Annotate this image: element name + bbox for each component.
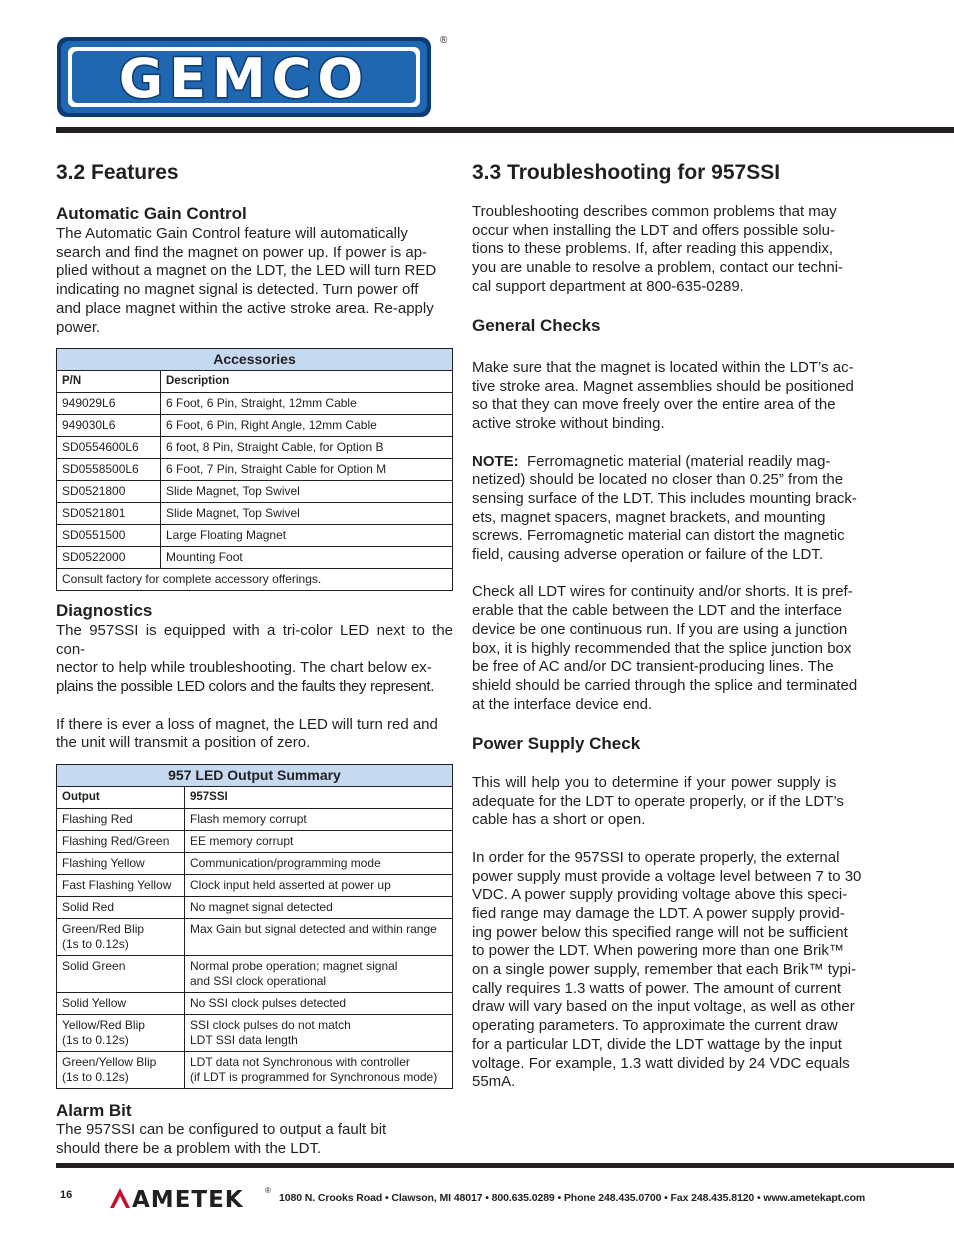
table-row (57, 853, 453, 875)
part-number-cell: SD0522000 (57, 547, 161, 569)
table-row (57, 393, 453, 415)
part-number-cell: SD0521800 (57, 481, 161, 503)
text-line: to power the LDT. When powering more than one Brik™ (472, 942, 844, 960)
cell-line: Green/Yellow Blip (62, 1055, 157, 1069)
cell-line: Solid Red (62, 900, 115, 914)
text-line: for a particular LDT, divide the LDT wattage by the input (472, 1035, 842, 1053)
cell-line: Communication/programming mode (190, 856, 381, 870)
accessories-table (56, 348, 453, 591)
text-line: occur when installing the LDT and offers possible solu- (472, 221, 835, 239)
cell-line: (if LDT is programmed for Synchronous mode) (190, 1070, 438, 1084)
text-line: The Automatic Gain Control feature will automatically (56, 225, 408, 242)
text-line: ets, magnet spacers, magnet brackets, and mounting (472, 508, 826, 526)
led-output-cell (57, 919, 185, 956)
text-line: plied without a magnet on the LDT, the LED will turn RED (56, 262, 437, 280)
text-line: you are unable to resolve a problem, contact our techni- (472, 259, 844, 277)
text-line: search and find the magnet on power up. If power is ap- (56, 243, 428, 261)
led-output-cell (57, 853, 185, 875)
features-title: 3.2 Features (56, 161, 179, 184)
column-header-pn: P/N (57, 371, 161, 393)
led-output-cell (57, 1052, 185, 1089)
led-description-cell (185, 853, 453, 875)
general-checks-paragraph (472, 359, 869, 714)
text-line: Troubleshooting describes common problems that may (472, 203, 837, 220)
cell-line: Flashing Red/Green (62, 834, 170, 848)
table-row (57, 459, 453, 481)
text-line: cable has a short or open. (472, 811, 646, 829)
text-line: The 957SSI is equipped with a tri-color LED next to the con- (56, 622, 453, 658)
column-header-model: 957SSI (185, 787, 453, 809)
accessories-footnote: Consult factory for complete accessory offerings. (57, 569, 453, 591)
text-line: erable that the cable between the LDT and the interface (472, 602, 842, 620)
led-description-cell (185, 956, 453, 993)
text-line: should there be a problem with the LDT. (56, 1139, 322, 1157)
text-line: The 957SSI can be configured to output a fault bit (56, 1121, 387, 1138)
text-line: box, it is highly recommended that the splice junction box (472, 639, 852, 657)
led-output-cell (57, 1015, 185, 1052)
cell-line: Solid Green (62, 959, 126, 973)
cell-line: Fast Flashing Yellow (62, 878, 172, 892)
text-line: ing power below this specified range will not be sufficient (472, 923, 848, 941)
troubleshooting-title: 3.3 Troubleshooting for 957SSI (472, 161, 781, 184)
text-line: screws. Ferromagnetic material can distort the magnetic (472, 527, 845, 545)
diagnostics-title: Diagnostics (56, 601, 153, 620)
cell-line: No SSI clock pulses detected (190, 996, 347, 1010)
alarm-title: Alarm Bit (56, 1101, 132, 1120)
led-output-cell (57, 897, 185, 919)
led-description-cell (185, 809, 453, 831)
text-line: voltage. For example, 1.3 watt divided by 24 VDC equals (472, 1054, 850, 1072)
text-line: and place magnet within the active stroke area. Re-apply (56, 299, 434, 317)
part-number-cell: SD0558500L6 (57, 459, 161, 481)
header-rule (56, 127, 954, 133)
text-line: at the interface device end. (472, 695, 653, 713)
table-row (57, 525, 453, 547)
text-span: Ferromagnetic material (material readily mag- (518, 452, 831, 470)
text-line: cal support department at 800-635-0289. (472, 277, 744, 295)
cell-line: No magnet signal detected (190, 900, 333, 914)
cell-line: (1s to 0.12s) (62, 1033, 129, 1047)
text-line: on a single power supply, remember that each Brik™ typi- (472, 961, 857, 979)
description-cell: Mounting Foot (161, 547, 453, 569)
table-row (57, 831, 453, 853)
description-cell: Slide Magnet, Top Swivel (161, 503, 453, 525)
description-cell: Large Floating Magnet (161, 525, 453, 547)
led-description-cell (185, 993, 453, 1015)
led-output-cell (57, 831, 185, 853)
page-number: 16 (60, 1189, 73, 1201)
text-line: the unit will transmit a position of zero. (56, 734, 311, 752)
text-line: cally requires 1.3 watts of power. The amount of current (472, 979, 842, 997)
general-checks-title: General Checks (472, 316, 601, 335)
logo-text: GEMCO (118, 47, 370, 110)
note-line (472, 453, 869, 472)
text-line: 55mA. (472, 1073, 516, 1091)
text-line: active stroke without binding. (472, 415, 665, 433)
part-number-cell: 949029L6 (57, 393, 161, 415)
cell-line: LDT SSI data length (190, 1033, 298, 1047)
cell-line: Green/Red Blip (62, 922, 145, 936)
cell-line: Flashing Yellow (62, 856, 145, 870)
cell-line: Solid Yellow (62, 996, 127, 1010)
table-row (57, 1015, 453, 1052)
led-output-cell (57, 993, 185, 1015)
description-cell: 6 Foot, 6 Pin, Straight, 12mm Cable (161, 393, 453, 415)
cell-line: Flash memory corrupt (190, 812, 307, 826)
registered-mark: ® (440, 35, 448, 46)
part-number-cell: SD0521801 (57, 503, 161, 525)
led-table-title: 957 LED Output Summary (57, 765, 453, 787)
text-line: indicating no magnet signal is detected. Turn power off (56, 281, 419, 299)
text-line: netized) should be located no closer than 0.25” from the (472, 471, 844, 489)
note-label: NOTE: (472, 452, 519, 470)
text-line: draw will vary based on the input voltage, as well as other (472, 998, 855, 1016)
ametek-wordmark: AMETEK (132, 1187, 244, 1213)
text-line: shield should be carried through the splice and terminated (472, 676, 858, 694)
text-line: sensing surface of the LDT. This includes mounting brack- (472, 489, 857, 507)
text-line: field, causing adverse operation or failure of the LDT. (472, 546, 824, 564)
table-row (57, 897, 453, 919)
led-description-cell (185, 1015, 453, 1052)
ametek-registered-mark: ® (265, 1186, 271, 1195)
text-line: plains the possible LED colors and the faults they represent. (56, 678, 435, 696)
power-supply-paragraph (472, 774, 869, 1092)
led-description-cell (185, 1052, 453, 1089)
cell-line: EE memory corrupt (190, 834, 294, 848)
text-line: In order for the 957SSI to operate properly, the external (472, 848, 840, 866)
table-row (57, 415, 453, 437)
agc-title: Automatic Gain Control (56, 204, 247, 223)
agc-paragraph (56, 225, 453, 337)
text-line: nector to help while troubleshooting. The chart below ex- (56, 659, 432, 677)
text-line: be free of AC and/or DC transient-producing lines. The (472, 658, 834, 676)
led-description-cell (185, 897, 453, 919)
text-line: VDC. A power supply providing voltage above this speci- (472, 886, 848, 904)
table-row (57, 919, 453, 956)
footer-address: 1080 N. Crooks Road • Clawson, MI 48017 • 800.635.0289 • Phone 248.435.0700 • Fax 248.435.8120 • www.ametekapt.com (279, 1192, 866, 1204)
text-line: Make sure that the magnet is located within the LDT’s ac- (472, 359, 854, 376)
text-line: fied range may damage the LDT. A power supply provid- (472, 904, 845, 922)
text-line: If there is ever a loss of magnet, the LED will turn red and (56, 715, 438, 733)
cell-line: and SSI clock operational (190, 974, 327, 988)
ametek-logo (108, 1184, 273, 1213)
led-output-cell (57, 809, 185, 831)
footer-rule (56, 1163, 954, 1168)
table-row (57, 437, 453, 459)
cell-line: Max Gain but signal detected and within range (190, 922, 437, 936)
cell-line: Clock input held asserted at power up (190, 878, 391, 892)
cell-line: LDT data not Synchronous with controller (190, 1055, 410, 1069)
led-description-cell (185, 875, 453, 897)
accessories-table-title: Accessories (57, 349, 453, 371)
description-cell: 6 Foot, 6 Pin, Right Angle, 12mm Cable (161, 415, 453, 437)
text-line: device be one continuous run. If you are using a junction (472, 620, 848, 638)
text-line: power supply must provide a voltage level between 7 to 30 (472, 867, 862, 885)
cell-line: (1s to 0.12s) (62, 1070, 129, 1084)
table-row (57, 481, 453, 503)
diagnostics-paragraph (56, 622, 453, 753)
table-row (57, 875, 453, 897)
text-line: Check all LDT wires for continuity and/or shorts. It is pref- (472, 583, 853, 601)
part-number-cell: 949030L6 (57, 415, 161, 437)
description-cell: 6 foot, 8 Pin, Straight Cable, for Option B (161, 437, 453, 459)
description-cell: Slide Magnet, Top Swivel (161, 481, 453, 503)
cell-line: (1s to 0.12s) (62, 937, 129, 951)
table-row (57, 956, 453, 993)
led-output-table (56, 764, 453, 1089)
led-description-cell (185, 919, 453, 956)
text-line: tive stroke area. Magnet assemblies should be positioned (472, 377, 854, 395)
part-number-cell: SD0554600L6 (57, 437, 161, 459)
table-row (57, 993, 453, 1015)
text-line: tions to these problems. If, after reading this appendix, (472, 240, 834, 258)
alarm-paragraph (56, 1121, 453, 1158)
led-output-cell (57, 956, 185, 993)
text-line: This will help you to determine if your power supply is (472, 774, 837, 791)
text-line: operating parameters. To approximate the current draw (472, 1017, 838, 1035)
cell-line: Yellow/Red Blip (62, 1018, 145, 1032)
intro-paragraph (472, 203, 869, 297)
table-row (57, 1052, 453, 1089)
column-header-description: Description (161, 371, 453, 393)
text-line: so that they can move freely over the entire area of the (472, 396, 836, 414)
power-supply-title: Power Supply Check (472, 734, 641, 753)
cell-line: SSI clock pulses do not match (190, 1018, 351, 1032)
gemco-logo (56, 33, 446, 121)
column-header-output: Output (57, 787, 185, 809)
led-description-cell (185, 831, 453, 853)
text-line: adequate for the LDT to operate properly, or if the LDT’s (472, 792, 844, 810)
led-output-cell (57, 875, 185, 897)
text-line: power. (56, 318, 101, 336)
part-number-cell: SD0551500 (57, 525, 161, 547)
table-row (57, 547, 453, 569)
cell-line: Flashing Red (62, 812, 133, 826)
cell-line: Normal probe operation; magnet signal (190, 959, 398, 973)
table-row (57, 809, 453, 831)
description-cell: 6 Foot, 7 Pin, Straight Cable for Option M (161, 459, 453, 481)
table-row (57, 503, 453, 525)
